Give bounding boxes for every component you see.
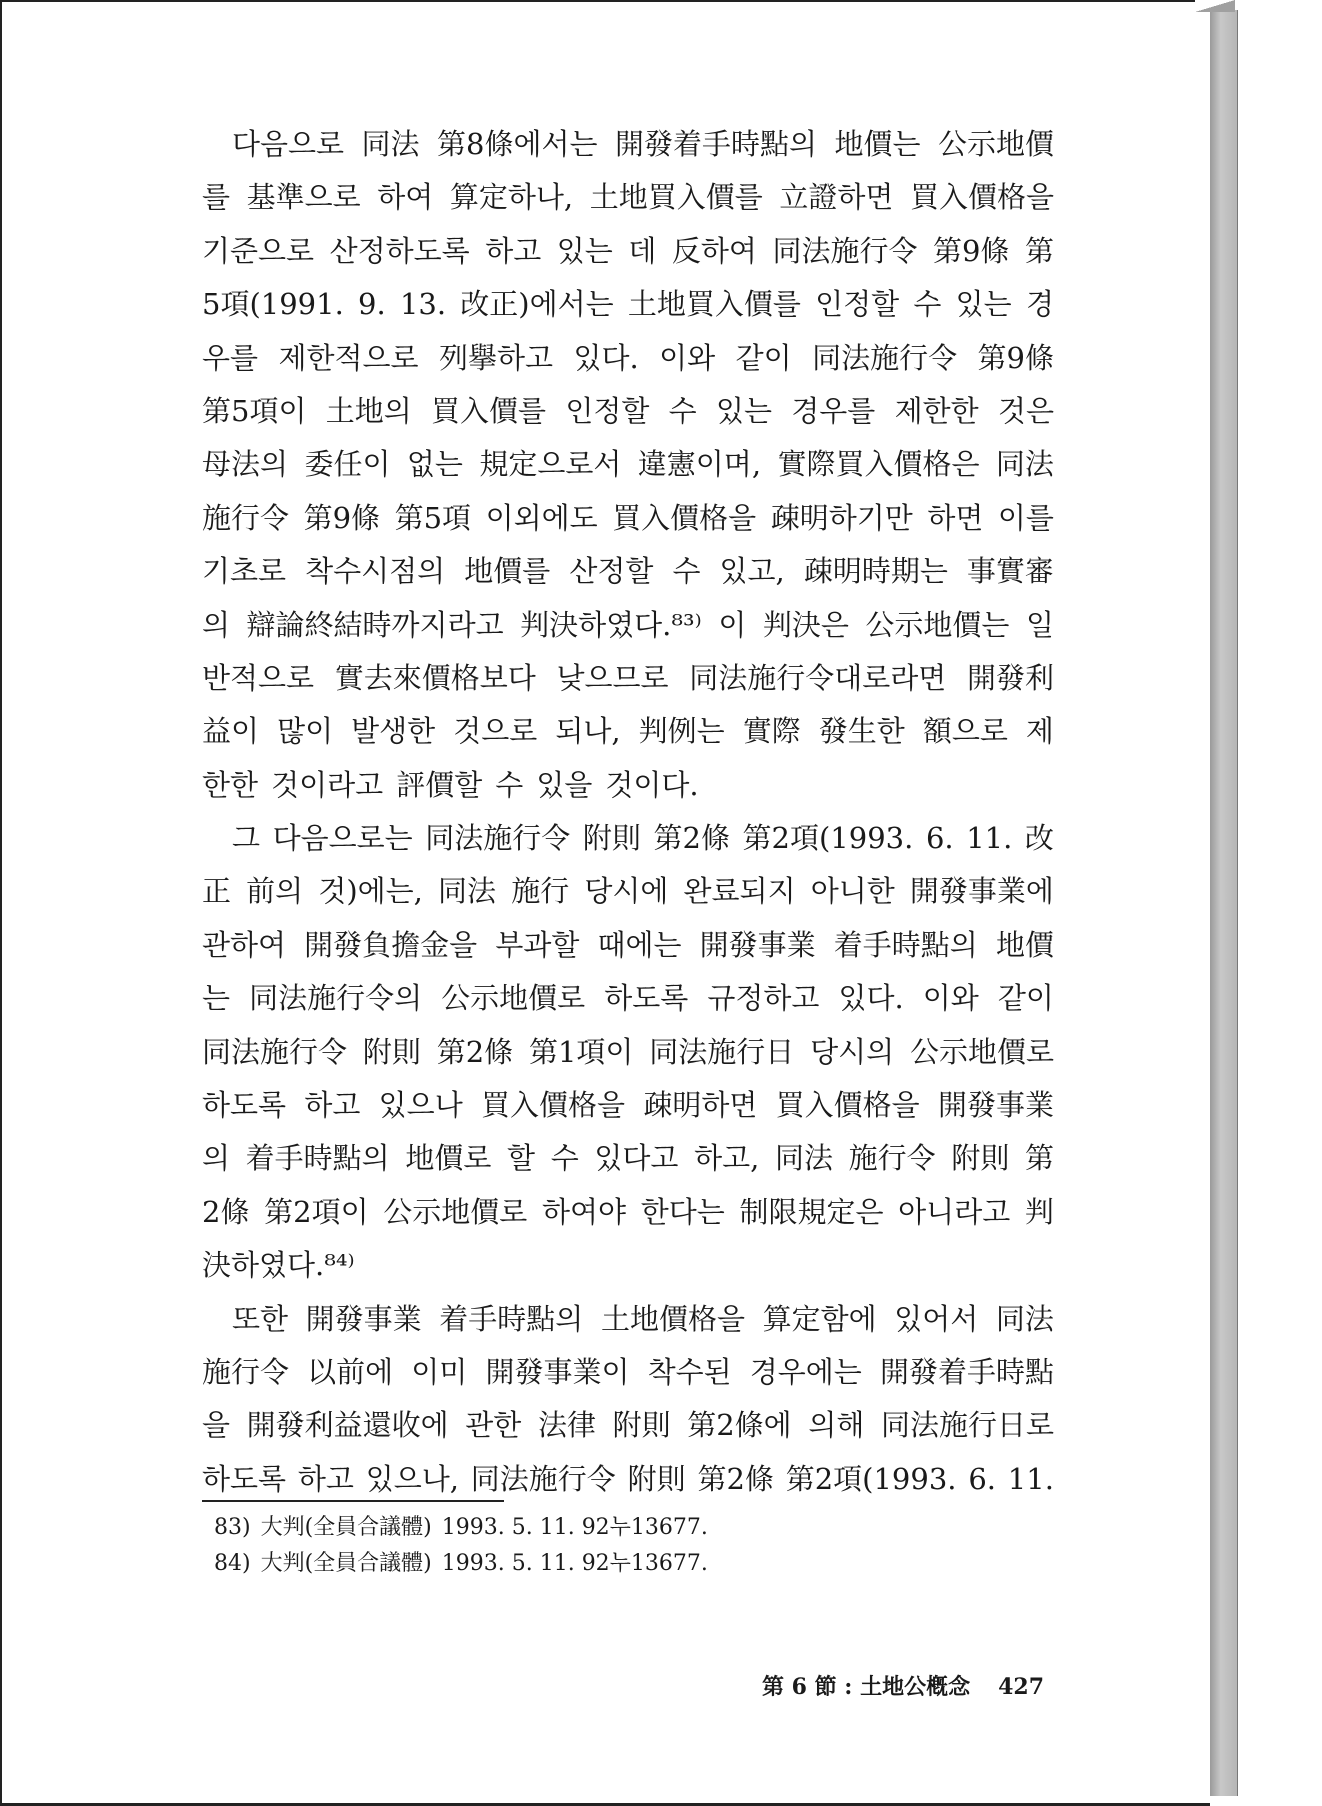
footnote-source: 大判(全員合議體) [260, 1551, 432, 1576]
paragraph-1 [202, 118, 1054, 812]
text-line: 施行令 以前에 이미 開發事業이 착수된 경우에는 開發着手時點 [202, 1354, 1054, 1389]
text-line: 반적으로 實去來價格보다 낮으므로 同法施行令대로라면 開發利 [202, 660, 1054, 695]
text-line: 5項(1991. 9. 13. 改正)에서는 土地買入價를 인정할 수 있는 경 [202, 287, 1054, 322]
running-footer [762, 1670, 1044, 1701]
text-line: 한한 것이라고 評價할 수 있을 것이다. [202, 767, 699, 802]
footnote-84 [214, 1546, 718, 1582]
section-title: 第 6 節 : 土地公槪念 [762, 1674, 971, 1700]
page-number: 427 [998, 1674, 1045, 1700]
text-line: 第5項이 土地의 買入價를 인정할 수 있는 경우를 제한한 것은 [202, 393, 1054, 428]
text-line: 하도록 하고 있으나 買入價格을 疎明하면 買入價格을 開發事業 [202, 1088, 1054, 1123]
body-text [202, 118, 1054, 1506]
text-line: 는 同法施行令의 公示地價로 하도록 규정하고 있다. 이와 같이 [202, 981, 1054, 1016]
text-line: 을 開發利益還收에 관한 法律 附則 第2條에 의해 同法施行日로 [202, 1408, 1054, 1443]
text-line: 母法의 委任이 없는 規定으로서 違憲이며, 實際買入價格은 同法 [202, 447, 1054, 482]
footnote-source: 大判(全員合議體) [260, 1515, 432, 1540]
footnote-number: 83) [214, 1515, 251, 1540]
text-line: 의 着手時點의 地價로 할 수 있다고 하고, 同法 施行令 附則 第 [202, 1141, 1054, 1176]
footnote-ref: 1993. 5. 11. 92누13677. [441, 1551, 708, 1576]
text-line: 우를 제한적으로 列擧하고 있다. 이와 같이 同法施行令 第9條 [202, 340, 1054, 375]
text-line: 의 辯論終結時까지라고 判決하였다.⁸³⁾ 이 判決은 公示地價는 일 [202, 607, 1054, 642]
paragraph-2 [202, 812, 1054, 1293]
text-line: 하도록 하고 있으나, 同法施行令 附則 第2條 第2項(1993. 6. 11. [202, 1461, 1054, 1496]
page-stack-edge [1210, 10, 1238, 1796]
text-line: 를 基準으로 하여 算定하나, 土地買入價를 立證하면 買入價格을 [202, 180, 1054, 215]
page-corner [1195, 0, 1235, 12]
text-line: 관하여 開發負擔金을 부과할 때에는 開發事業 着手時點의 地價 [202, 927, 1054, 962]
footnote-83 [214, 1510, 718, 1546]
text-line: 2條 第2項이 公示地價로 하여야 한다는 制限規定은 아니라고 判 [202, 1194, 1054, 1229]
text-line: 그 다음으로는 同法施行令 附則 第2條 第2項(1993. 6. 11. 改 [232, 821, 1054, 856]
text-line: 施行令 第9條 第5項 이외에도 買入價格을 疎明하기만 하면 이를 [202, 500, 1054, 535]
footnote-number: 84) [214, 1551, 251, 1576]
paragraph-3 [202, 1293, 1054, 1507]
footnotes [214, 1510, 718, 1582]
text-line: 益이 많이 발생한 것으로 되나, 判例는 實際 發生한 額으로 제 [202, 714, 1054, 749]
footnote-rule [202, 1500, 504, 1502]
footnote-ref: 1993. 5. 11. 92누13677. [441, 1515, 708, 1540]
text-line: 同法施行令 附則 第2條 第1項이 同法施行日 당시의 公示地價로 [202, 1034, 1054, 1069]
text-line: 다음으로 同法 第8條에서는 開發着手時點의 地價는 公示地價 [232, 127, 1054, 161]
text-line: 기준으로 산정하도록 하고 있는 데 反하여 同法施行令 第9條 第 [202, 233, 1054, 268]
text-line: 기초로 착수시점의 地價를 산정할 수 있고, 疎明時期는 事實審 [202, 554, 1054, 589]
text-line: 決하였다.⁸⁴⁾ [202, 1248, 355, 1283]
text-line: 또한 開發事業 着手時點의 土地價格을 算定함에 있어서 同法 [232, 1301, 1054, 1336]
text-line: 正 前의 것)에는, 同法 施行 당시에 완료되지 아니한 開發事業에 [202, 874, 1054, 909]
